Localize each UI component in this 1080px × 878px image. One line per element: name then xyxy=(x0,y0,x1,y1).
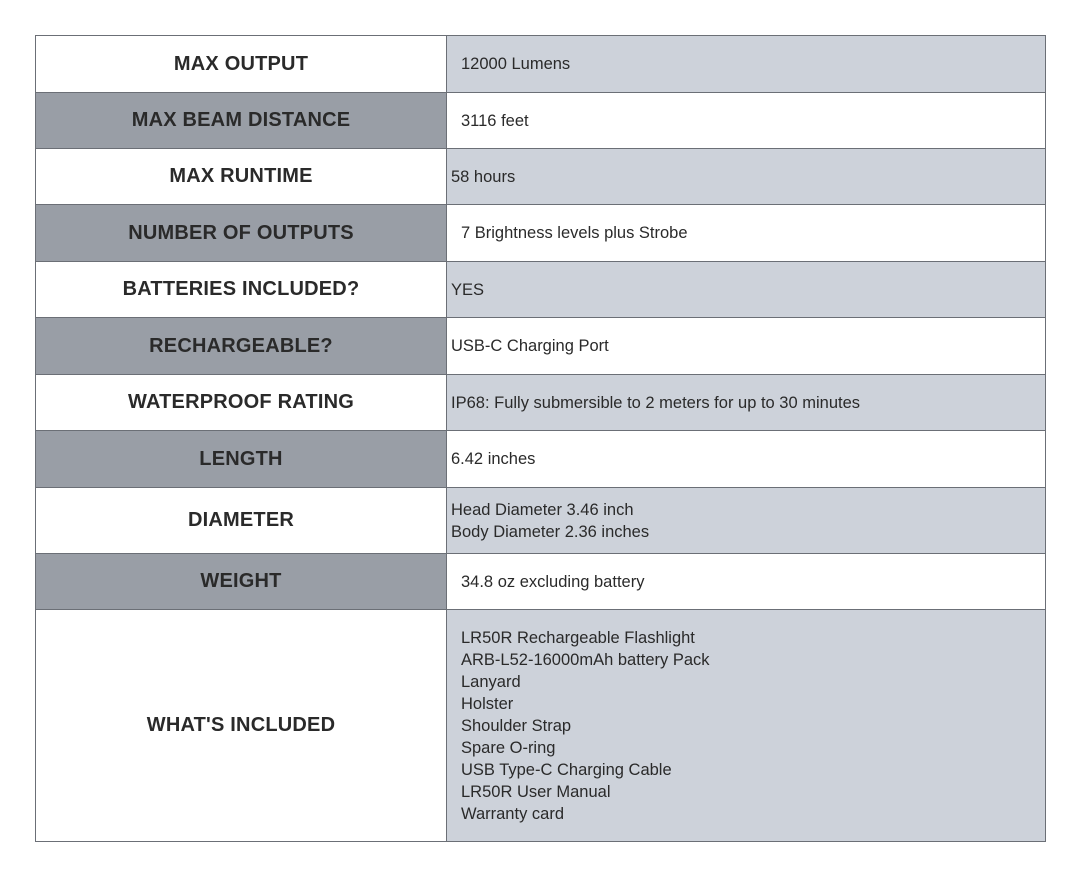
spec-label: MAX RUNTIME xyxy=(36,149,447,205)
spec-value xyxy=(447,554,1046,610)
spec-value-line: IP68: Fully submersible to 2 meters for up to 30 minutes xyxy=(451,393,861,412)
spec-label: MAX BEAM DISTANCE xyxy=(36,93,447,149)
spec-value-line: Body Diameter 2.36 inches xyxy=(451,522,650,541)
spec-row-waterproof-rating xyxy=(36,375,1046,431)
spec-row-max-output xyxy=(36,36,1046,93)
spec-label: WHAT'S INCLUDED xyxy=(36,610,447,842)
spec-value-line: Head Diameter 3.46 inch xyxy=(451,500,634,519)
spec-value xyxy=(447,488,1046,554)
spec-value-line: 6.42 inches xyxy=(451,450,536,468)
spec-row-max-runtime xyxy=(36,149,1046,205)
spec-table xyxy=(35,35,1046,842)
included-item: LR50R User Manual xyxy=(461,782,611,801)
spec-label: BATTERIES INCLUDED? xyxy=(36,262,447,318)
spec-row-max-beam-distance xyxy=(36,93,1046,149)
spec-row-length xyxy=(36,431,1046,488)
spec-row-weight xyxy=(36,554,1046,610)
spec-value-line: 12000 Lumens xyxy=(461,55,571,73)
spec-row-diameter xyxy=(36,488,1046,554)
spec-row-batteries-included xyxy=(36,262,1046,318)
spec-label: NUMBER OF OUTPUTS xyxy=(36,205,447,262)
spec-value xyxy=(447,149,1046,205)
spec-value xyxy=(447,262,1046,318)
spec-label: RECHARGEABLE? xyxy=(36,318,447,375)
spec-label: MAX OUTPUT xyxy=(36,36,447,93)
spec-value xyxy=(447,375,1046,431)
spec-value xyxy=(447,93,1046,149)
spec-label: LENGTH xyxy=(36,431,447,488)
included-item: LR50R Rechargeable Flashlight xyxy=(461,628,695,647)
spec-label: WATERPROOF RATING xyxy=(36,375,447,431)
included-item: ARB-L52-16000mAh battery Pack xyxy=(461,650,710,669)
included-item: Holster xyxy=(461,694,514,713)
spec-value-line: 34.8 oz excluding battery xyxy=(461,572,645,591)
included-item: Lanyard xyxy=(461,672,521,691)
spec-value xyxy=(447,610,1046,842)
included-item: Shoulder Strap xyxy=(461,716,572,735)
spec-value-line: 58 hours xyxy=(451,167,516,186)
spec-row-number-of-outputs xyxy=(36,205,1046,262)
spec-value xyxy=(447,431,1046,488)
spec-value-line: YES xyxy=(451,280,485,299)
spec-value xyxy=(447,318,1046,375)
spec-value-line: USB-C Charging Port xyxy=(451,337,609,355)
spec-value xyxy=(447,36,1046,93)
spec-value-line: 7 Brightness levels plus Strobe xyxy=(461,224,688,242)
included-item: USB Type-C Charging Cable xyxy=(461,760,672,779)
included-item: Spare O-ring xyxy=(461,738,556,757)
spec-value-line: 3116 feet xyxy=(461,111,529,130)
spec-label: DIAMETER xyxy=(36,488,447,554)
spec-row-whats-included xyxy=(36,610,1046,842)
spec-value xyxy=(447,205,1046,262)
spec-row-rechargeable xyxy=(36,318,1046,375)
included-item: Warranty card xyxy=(461,804,564,823)
spec-label: WEIGHT xyxy=(36,554,447,610)
